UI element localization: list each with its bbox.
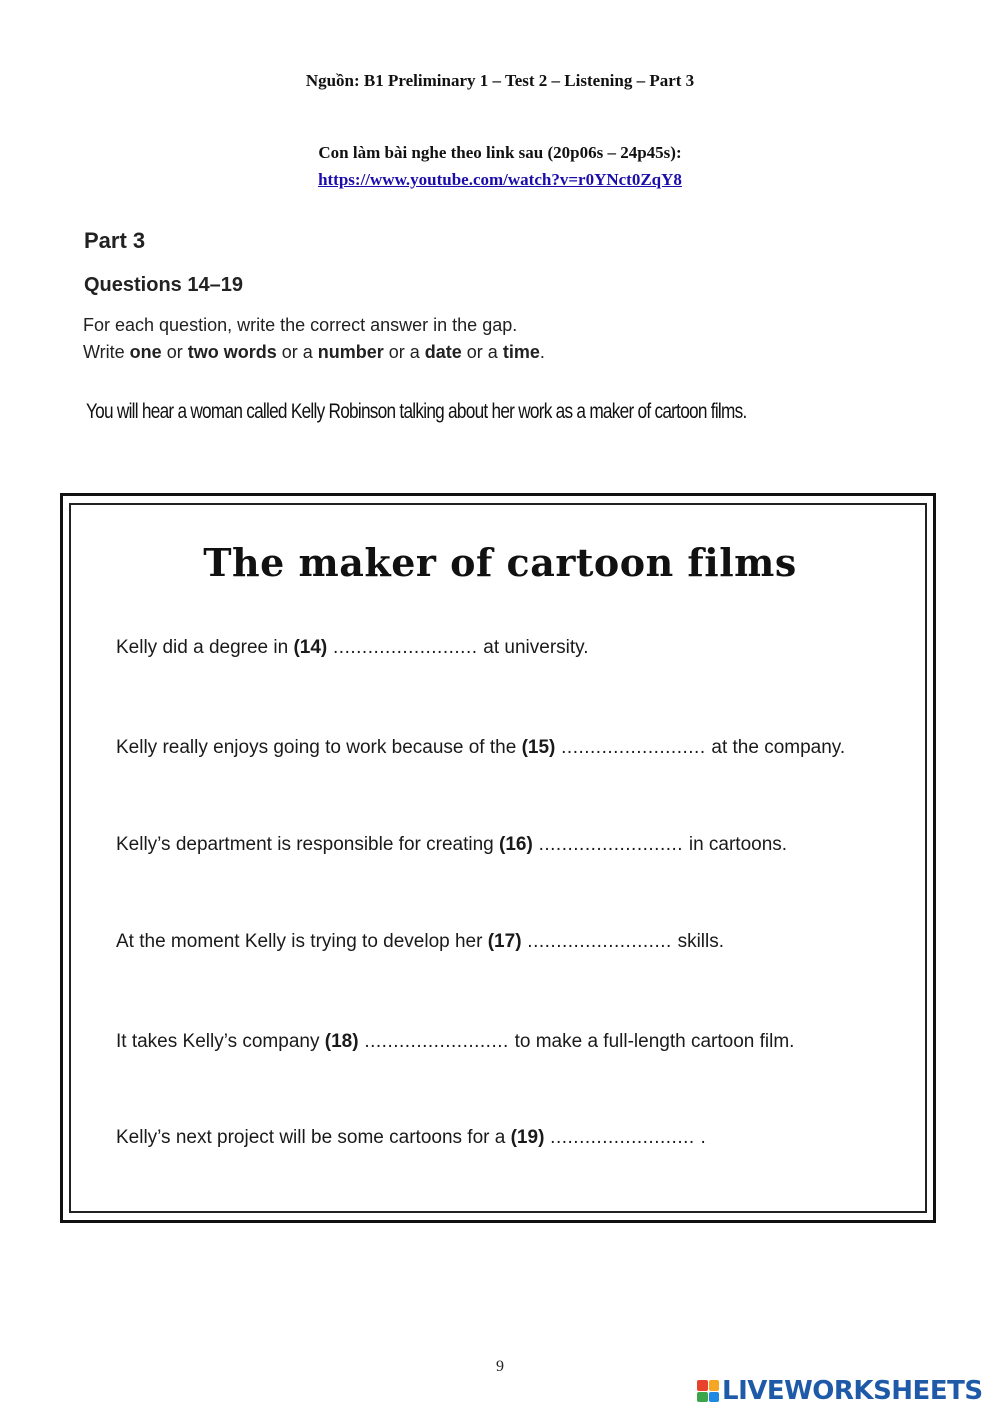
source-line: Nguồn: B1 Preliminary 1 – Test 2 – Listening – Part 3 [305,71,695,90]
question-number: (15) [521,737,556,758]
answer-gap[interactable]: ......................... [358,1031,515,1052]
answer-gap[interactable]: ......................... [327,637,484,658]
rule-line-2 [83,342,545,363]
rule-text: or [161,342,188,362]
answer-gap[interactable]: ......................... [532,834,689,855]
question-number: (19) [510,1127,545,1148]
answer-gap[interactable]: ......................... [544,1127,701,1148]
logo-tile [709,1380,720,1391]
rule-text: . [539,342,545,362]
question-text: Kelly did a degree in [116,637,294,658]
listening-instruction: Con làm bài nghe theo link sau (20p06s – 24p45s): [318,143,682,162]
question-number: (18) [324,1031,359,1052]
question-text: . [700,1127,706,1148]
rule-emphasis: time [502,342,540,362]
question-number: (14) [293,637,328,658]
question-15 [116,737,845,759]
question-14 [116,637,589,659]
question-text: At the moment Kelly is trying to develop her [116,931,488,952]
liveworksheets-logo-icon [697,1380,719,1402]
question-text: Kelly really enjoys going to work because of the [116,737,522,758]
part-title: Part 3 [84,228,146,253]
question-text: Kelly’s department is responsible for creating [116,834,500,855]
question-19 [116,1127,706,1149]
question-16 [116,834,787,856]
video-link[interactable]: https://www.youtube.com/watch?v=r0YNct0ZqY8 [318,170,682,189]
liveworksheets-wordmark: LIVEWORKSHEETS [722,1376,983,1406]
question-text: to make a full-length cartoon film. [514,1031,795,1052]
rule-text: or a [276,342,318,362]
rule-emphasis: one [129,342,162,362]
question-number: (17) [487,931,522,952]
rule-text: or a [461,342,503,362]
rule-emphasis: number [317,342,384,362]
question-text: at university. [483,637,589,658]
listening-context: You will hear a woman called Kelly Robinson talking about her work as a maker of cartoon films. [86,400,747,423]
questions-range: Questions 14–19 [84,274,243,296]
question-text: in cartoons. [688,834,788,855]
notes-box [60,493,936,1223]
rule-line-1: For each question, write the correct answer in the gap. [83,315,518,335]
question-text: It takes Kelly’s company [116,1031,325,1052]
rule-emphasis: two words [187,342,277,362]
answer-gap[interactable]: ......................... [521,931,678,952]
question-18 [116,1031,794,1053]
question-number: (16) [499,834,533,855]
rule-text: or a [383,342,425,362]
logo-tile [697,1392,708,1403]
logo-tile [709,1392,720,1403]
page-number: 9 [496,1358,504,1375]
question-text: at the company. [711,737,846,758]
notes-box-inner-border [69,503,927,1213]
video-link-row [0,170,1000,190]
rule-emphasis: date [424,342,462,362]
answer-gap[interactable]: ......................... [555,737,712,758]
question-text: skills. [677,931,725,952]
notes-title: The maker of cartoon films [203,540,797,585]
logo-tile [697,1380,708,1391]
question-text: Kelly’s next project will be some cartoons for a [116,1127,511,1148]
rule-text: Write [83,342,130,362]
liveworksheets-brand[interactable] [697,1378,983,1404]
question-17 [116,931,724,953]
